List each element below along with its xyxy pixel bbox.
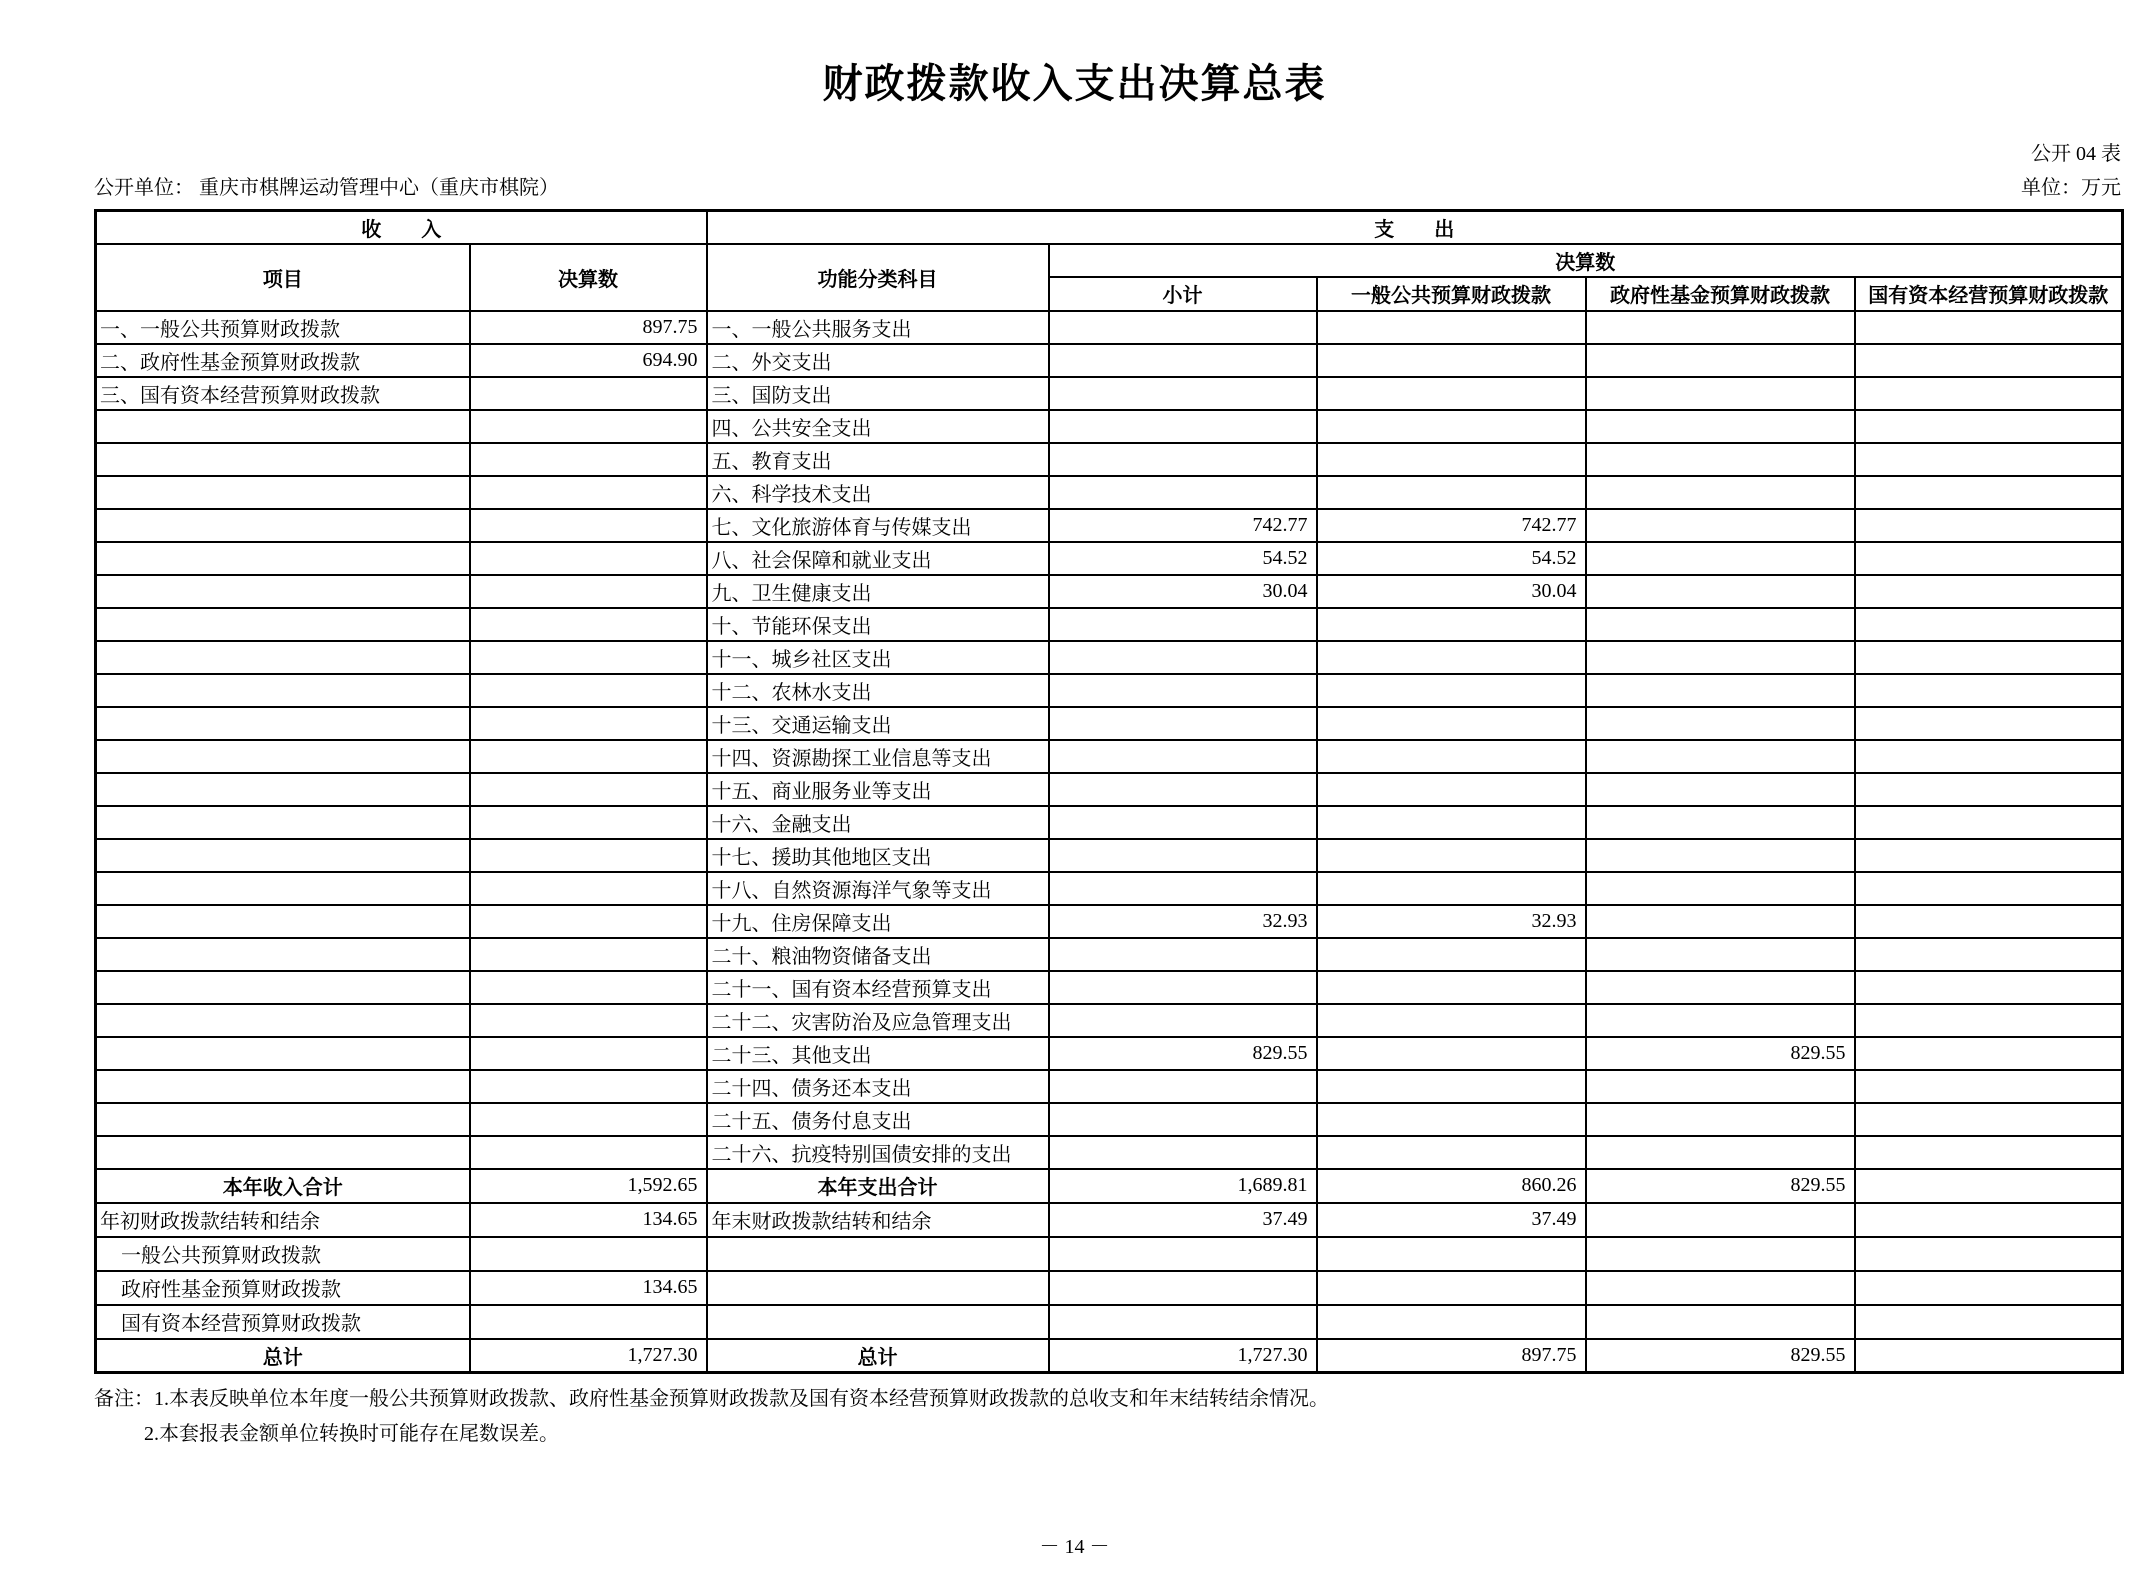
income-item-cell [96,1070,470,1103]
summary-row [96,1271,2123,1305]
income-item-cell: 一、一般公共预算财政拨款 [96,311,470,344]
table-row [96,740,2123,773]
note-line-1: 备注：1.本表反映单位本年度一般公共预算财政拨款、政府性基金预算财政拨款及国有资本经营预算财政拨款的总收支和年末结转结余情况。 [94,1388,1329,1410]
expense-government-fund-cell [1586,938,1855,971]
expense-general-budget-cell [1317,410,1586,443]
expense-subtotal-cell [1049,377,1317,410]
expense-item-cell: 十六、金融支出 [707,806,1049,839]
income-item-cell [96,1103,470,1136]
expense-summary-state-capital-cell [1855,1339,2123,1373]
income-amount-cell [470,773,707,806]
table-row [96,872,2123,905]
expense-general-budget-cell [1317,476,1586,509]
expense-item-cell: 二十、粮油物资储备支出 [707,938,1049,971]
expense-subtotal-cell [1049,839,1317,872]
table-row [96,311,2123,344]
income-item-cell [96,410,470,443]
expense-general-budget-cell [1317,971,1586,1004]
fiscal-appropriation-summary-table [94,209,2124,1374]
table-row [96,377,2123,410]
expense-item-cell: 一、一般公共服务支出 [707,311,1049,344]
income-amount-cell [470,1004,707,1037]
table-row [96,443,2123,476]
expense-state-capital-cell [1855,575,2123,608]
expense-state-capital-cell [1855,311,2123,344]
income-item-cell [96,971,470,1004]
income-amount-cell [470,938,707,971]
expense-subtotal-cell [1049,707,1317,740]
income-amount-cell [470,641,707,674]
income-amount-cell [470,707,707,740]
expense-state-capital-cell [1855,344,2123,377]
expense-government-fund-cell [1586,740,1855,773]
income-summary-label-cell: 总计 [96,1339,470,1373]
expense-general-budget-cell: 54.52 [1317,542,1586,575]
summary-row [96,1305,2123,1339]
income-item-cell [96,641,470,674]
income-summary-amount-cell [470,1237,707,1271]
expense-item-cell: 二十二、灾害防治及应急管理支出 [707,1004,1049,1037]
table-row [96,905,2123,938]
expense-subtotal-cell [1049,674,1317,707]
expense-summary-general-budget-cell: 860.26 [1317,1169,1586,1203]
income-amount-cell [470,971,707,1004]
expense-subtotal-cell [1049,344,1317,377]
expense-summary-state-capital-cell [1855,1305,2123,1339]
income-item-cell: 二、政府性基金预算财政拨款 [96,344,470,377]
table-row [96,476,2123,509]
expense-government-fund-cell [1586,509,1855,542]
income-item-cell [96,1037,470,1070]
income-item-cell [96,509,470,542]
expense-general-budget-cell [1317,773,1586,806]
expense-summary-subtotal-cell: 37.49 [1049,1203,1317,1237]
table-row [96,542,2123,575]
income-item-cell [96,938,470,971]
income-item-cell [96,839,470,872]
expense-general-budget-cell [1317,641,1586,674]
income-amount-cell [470,608,707,641]
expense-summary-subtotal-cell: 1,689.81 [1049,1169,1317,1203]
expense-summary-general-budget-cell [1317,1237,1586,1271]
expense-government-fund-cell [1586,575,1855,608]
expense-general-budget-cell: 30.04 [1317,575,1586,608]
expense-state-capital-cell [1855,542,2123,575]
expense-government-fund-cell [1586,476,1855,509]
expense-item-cell: 十、节能环保支出 [707,608,1049,641]
table-row [96,806,2123,839]
table-row [96,839,2123,872]
expense-subtotal-cell: 742.77 [1049,509,1317,542]
income-amount-cell [470,410,707,443]
expense-government-fund-cell [1586,707,1855,740]
expense-government-fund-cell [1586,971,1855,1004]
income-item-cell [96,773,470,806]
expense-subtotal-cell [1049,1070,1317,1103]
expense-government-fund-cell [1586,311,1855,344]
income-amount-cell: 694.90 [470,344,707,377]
expense-item-cell: 四、公共安全支出 [707,410,1049,443]
expense-summary-general-budget-cell [1317,1271,1586,1305]
table-row [96,674,2123,707]
expense-government-fund-cell [1586,1004,1855,1037]
column-header-state-capital-budget: 国有资本经营预算财政拨款 [1855,277,2123,311]
income-amount-cell [470,1070,707,1103]
expense-general-budget-cell [1317,674,1586,707]
expense-government-fund-cell [1586,608,1855,641]
section-header-row [96,211,2123,244]
income-amount-cell [470,575,707,608]
income-amount-cell [470,839,707,872]
income-summary-label-cell: 一般公共预算财政拨款 [96,1237,470,1271]
income-summary-label-cell: 本年收入合计 [96,1169,470,1203]
note-line-2: 2.本套报表金额单位转换时可能存在尾数误差。 [144,1423,559,1445]
column-header-government-fund-budget: 政府性基金预算财政拨款 [1586,277,1855,311]
expense-general-budget-cell [1317,443,1586,476]
income-amount-cell [470,443,707,476]
expense-general-budget-cell [1317,608,1586,641]
notes [94,1382,2121,1446]
expense-summary-general-budget-cell: 897.75 [1317,1339,1586,1373]
expense-section-header: 支 出 [707,211,2123,244]
income-item-cell [96,608,470,641]
income-amount-cell [470,1037,707,1070]
income-amount-cell [470,740,707,773]
table-row [96,410,2123,443]
expense-general-budget-cell: 742.77 [1317,509,1586,542]
expense-item-cell: 十八、自然资源海洋气象等支出 [707,872,1049,905]
expense-summary-subtotal-cell [1049,1237,1317,1271]
income-item-cell [96,872,470,905]
income-item-cell [96,575,470,608]
expense-state-capital-cell [1855,1004,2123,1037]
expense-subtotal-cell [1049,740,1317,773]
expense-subtotal-cell [1049,443,1317,476]
expense-summary-subtotal-cell [1049,1305,1317,1339]
expense-state-capital-cell [1855,674,2123,707]
summary-row [96,1339,2123,1373]
expense-summary-government-fund-cell: 829.55 [1586,1169,1855,1203]
expense-subtotal-cell [1049,476,1317,509]
expense-subtotal-cell: 54.52 [1049,542,1317,575]
expense-item-cell: 八、社会保障和就业支出 [707,542,1049,575]
income-item-cell [96,707,470,740]
expense-state-capital-cell [1855,1136,2123,1169]
expense-government-fund-cell: 829.55 [1586,1037,1855,1070]
summary-row [96,1169,2123,1203]
expense-general-budget-cell [1317,311,1586,344]
expense-general-budget-cell [1317,1103,1586,1136]
table-row [96,1004,2123,1037]
expense-general-budget-cell [1317,872,1586,905]
expense-state-capital-cell [1855,938,2123,971]
expense-state-capital-cell [1855,740,2123,773]
currency-unit-label: 单位：万元 [2021,177,2121,199]
expense-item-cell: 十二、农林水支出 [707,674,1049,707]
expense-state-capital-cell [1855,872,2123,905]
income-item-cell [96,476,470,509]
income-item-cell [96,905,470,938]
table-row [96,641,2123,674]
expense-summary-government-fund-cell [1586,1237,1855,1271]
form-code-label: 公开 04 表 [2031,143,2121,165]
publishing-org-label: 公开单位： 重庆市棋牌运动管理中心（重庆市棋院） [94,177,559,199]
expense-item-cell: 二十一、国有资本经营预算支出 [707,971,1049,1004]
income-item-cell [96,674,470,707]
expense-government-fund-cell [1586,443,1855,476]
table-row [96,344,2123,377]
page-title: 财政拨款收入支出决算总表 [822,62,1327,106]
expense-summary-general-budget-cell: 37.49 [1317,1203,1586,1237]
expense-state-capital-cell [1855,905,2123,938]
expense-summary-label-cell [707,1237,1049,1271]
income-item-cell [96,1136,470,1169]
table-row [96,1037,2123,1070]
income-amount-cell [470,905,707,938]
expense-item-cell: 七、文化旅游体育与传媒支出 [707,509,1049,542]
column-header-functional-category: 功能分类科目 [707,244,1049,311]
expense-subtotal-cell [1049,1103,1317,1136]
table-row [96,938,2123,971]
expense-state-capital-cell [1855,1070,2123,1103]
expense-government-fund-cell [1586,839,1855,872]
expense-state-capital-cell [1855,641,2123,674]
income-summary-amount-cell: 1,592.65 [470,1169,707,1203]
expense-item-cell: 二十四、债务还本支出 [707,1070,1049,1103]
expense-subtotal-cell [1049,872,1317,905]
expense-summary-label-cell: 年末财政拨款结转和结余 [707,1203,1049,1237]
expense-state-capital-cell [1855,377,2123,410]
expense-item-cell: 十三、交通运输支出 [707,707,1049,740]
expense-state-capital-cell [1855,971,2123,1004]
income-item-cell [96,806,470,839]
expense-government-fund-cell [1586,377,1855,410]
expense-summary-label-cell [707,1305,1049,1339]
expense-summary-general-budget-cell [1317,1305,1586,1339]
expense-summary-government-fund-cell [1586,1203,1855,1237]
expense-government-fund-cell [1586,773,1855,806]
income-item-cell [96,1004,470,1037]
expense-government-fund-cell [1586,641,1855,674]
table-summary [96,1169,2123,1373]
income-amount-cell [470,509,707,542]
expense-government-fund-cell [1586,806,1855,839]
expense-item-cell: 三、国防支出 [707,377,1049,410]
expense-summary-subtotal-cell [1049,1271,1317,1305]
expense-summary-label-cell: 本年支出合计 [707,1169,1049,1203]
expense-general-budget-cell [1317,740,1586,773]
expense-summary-government-fund-cell: 829.55 [1586,1339,1855,1373]
expense-state-capital-cell [1855,608,2123,641]
column-header-item: 项目 [96,244,470,311]
column-header-final-amount-group: 决算数 [1049,244,2123,278]
expense-government-fund-cell [1586,1136,1855,1169]
expense-state-capital-cell [1855,707,2123,740]
expense-general-budget-cell [1317,806,1586,839]
expense-subtotal-cell [1049,311,1317,344]
expense-summary-state-capital-cell [1855,1237,2123,1271]
expense-government-fund-cell [1586,344,1855,377]
expense-subtotal-cell [1049,608,1317,641]
table-row [96,509,2123,542]
expense-government-fund-cell [1586,872,1855,905]
income-summary-label-cell: 年初财政拨款结转和结余 [96,1203,470,1237]
table-row [96,1070,2123,1103]
summary-row [96,1237,2123,1271]
page-number: － 14 － [1039,1536,1110,1558]
expense-item-cell: 十九、住房保障支出 [707,905,1049,938]
income-amount-cell [470,377,707,410]
expense-state-capital-cell [1855,839,2123,872]
income-summary-amount-cell: 134.65 [470,1203,707,1237]
expense-summary-government-fund-cell [1586,1305,1855,1339]
income-summary-amount-cell: 1,727.30 [470,1339,707,1373]
expense-general-budget-cell [1317,1070,1586,1103]
income-amount-cell [470,872,707,905]
expense-general-budget-cell [1317,839,1586,872]
expense-state-capital-cell [1855,773,2123,806]
income-amount-cell [470,1136,707,1169]
income-item-cell [96,740,470,773]
expense-item-cell: 十七、援助其他地区支出 [707,839,1049,872]
expense-item-cell: 十一、城乡社区支出 [707,641,1049,674]
expense-subtotal-cell [1049,1004,1317,1037]
expense-item-cell: 二十六、抗疫特别国债安排的支出 [707,1136,1049,1169]
expense-government-fund-cell [1586,1070,1855,1103]
income-amount-cell [470,476,707,509]
expense-subtotal-cell [1049,641,1317,674]
expense-summary-state-capital-cell [1855,1169,2123,1203]
expense-subtotal-cell: 32.93 [1049,905,1317,938]
summary-row [96,1203,2123,1237]
expense-summary-label-cell: 总计 [707,1339,1049,1373]
expense-state-capital-cell [1855,806,2123,839]
expense-state-capital-cell [1855,443,2123,476]
expense-general-budget-cell [1317,707,1586,740]
expense-summary-label-cell [707,1271,1049,1305]
table-row [96,575,2123,608]
income-summary-label-cell: 政府性基金预算财政拨款 [96,1271,470,1305]
income-amount-cell: 897.75 [470,311,707,344]
expense-subtotal-cell: 30.04 [1049,575,1317,608]
expense-subtotal-cell [1049,971,1317,1004]
expense-item-cell: 五、教育支出 [707,443,1049,476]
expense-summary-subtotal-cell: 1,727.30 [1049,1339,1317,1373]
income-item-cell: 三、国有资本经营预算财政拨款 [96,377,470,410]
expense-general-budget-cell: 32.93 [1317,905,1586,938]
column-header-final-amount: 决算数 [470,244,707,311]
expense-summary-state-capital-cell [1855,1203,2123,1237]
expense-state-capital-cell [1855,410,2123,443]
expense-general-budget-cell [1317,938,1586,971]
income-amount-cell [470,1103,707,1136]
expense-item-cell: 二、外交支出 [707,344,1049,377]
expense-general-budget-cell [1317,1136,1586,1169]
expense-summary-state-capital-cell [1855,1271,2123,1305]
expense-subtotal-cell [1049,773,1317,806]
expense-general-budget-cell [1317,1037,1586,1070]
income-amount-cell [470,542,707,575]
column-header-general-public-budget: 一般公共预算财政拨款 [1317,277,1586,311]
table-row [96,971,2123,1004]
income-summary-amount-cell [470,1305,707,1339]
expense-item-cell: 十五、商业服务业等支出 [707,773,1049,806]
expense-government-fund-cell [1586,542,1855,575]
income-item-cell [96,542,470,575]
income-section-header: 收 入 [96,211,707,244]
table-row [96,773,2123,806]
expense-subtotal-cell [1049,410,1317,443]
expense-item-cell: 二十五、债务付息支出 [707,1103,1049,1136]
income-item-cell [96,443,470,476]
expense-state-capital-cell [1855,1037,2123,1070]
table-row [96,1136,2123,1169]
expense-subtotal-cell [1049,806,1317,839]
column-header-row-1 [96,244,2123,278]
table-row [96,707,2123,740]
expense-item-cell: 十四、资源勘探工业信息等支出 [707,740,1049,773]
expense-general-budget-cell [1317,1004,1586,1037]
table-row [96,1103,2123,1136]
column-header-subtotal: 小计 [1049,277,1317,311]
income-summary-amount-cell: 134.65 [470,1271,707,1305]
expense-subtotal-cell [1049,1136,1317,1169]
expense-subtotal-cell [1049,938,1317,971]
table-row [96,608,2123,641]
expense-general-budget-cell [1317,377,1586,410]
expense-summary-government-fund-cell [1586,1271,1855,1305]
expense-general-budget-cell [1317,344,1586,377]
income-amount-cell [470,806,707,839]
expense-item-cell: 二十三、其他支出 [707,1037,1049,1070]
table-body [96,311,2123,1169]
expense-government-fund-cell [1586,1103,1855,1136]
income-summary-label-cell: 国有资本经营预算财政拨款 [96,1305,470,1339]
expense-subtotal-cell: 829.55 [1049,1037,1317,1070]
expense-government-fund-cell [1586,905,1855,938]
expense-state-capital-cell [1855,509,2123,542]
income-amount-cell [470,674,707,707]
expense-state-capital-cell [1855,1103,2123,1136]
expense-government-fund-cell [1586,674,1855,707]
expense-state-capital-cell [1855,476,2123,509]
expense-item-cell: 九、卫生健康支出 [707,575,1049,608]
expense-government-fund-cell [1586,410,1855,443]
expense-item-cell: 六、科学技术支出 [707,476,1049,509]
